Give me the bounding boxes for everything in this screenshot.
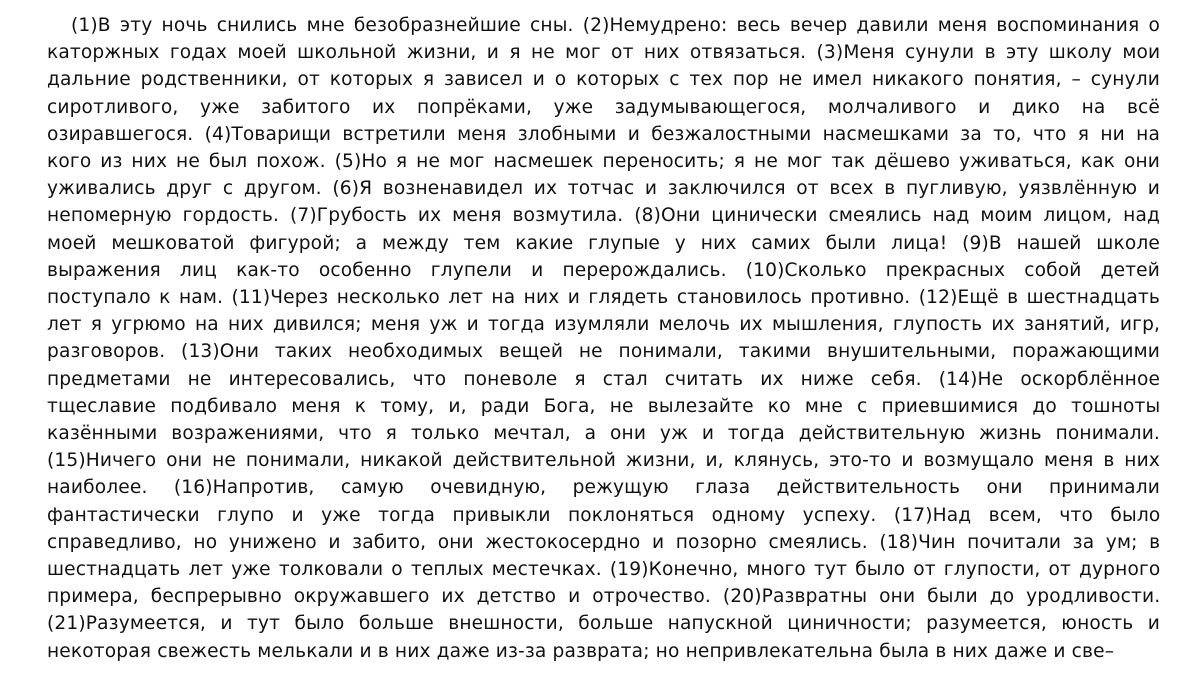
text-line-9: моей мешковатой фигурой; а между тем какие глупые у них самих были лица! (9)В нашей школе [47, 232, 1160, 254]
text-line-14: предметами не интересовались, что поневоле я стал считать их ниже себя. (14)Не оскорблённое [47, 368, 1161, 390]
text-line-17: (15)Ничего они не понимали, никакой действительной жизни, и, клянусь, это-то и возмущало меня в них [47, 450, 1160, 472]
text-line-19: фантастически глупо и уже тогда привыкли поклоняться одному успеху. (17)Над всем, что было [47, 504, 1161, 526]
text-line-4: сиротливого, уже забитого их попрёками, уже задумывающегося, молчаливого и дико на всё [47, 96, 1161, 118]
text-line-18: наиболее. (16)Напротив, самую очевидную, режущую глаза действительность они принимали [47, 477, 1160, 499]
text-line-21: шестнадцать лет уже толковали о теплых местечках. (19)Конечно, много тут было от глупости, от дурного [47, 559, 1161, 581]
body-text [47, 12, 1160, 665]
text-line-7: уживались друг с другом. (6)Я возненавидел их тотчас и заключился от всех в пугливую, уязвлённую и [47, 178, 1160, 200]
text-line-16: казёнными возражениями, что я только мечтал, а они уж и тогда действительную жизнь понимали. [47, 423, 1160, 445]
text-line-1: (1)В эту ночь снились мне безобразнейшие сны. (2)Немудрено: весь вечер давили меня воспоминания о [71, 15, 1160, 36]
text-line-8: непомерную гордость. (7)Грубость их меня возмутила. (8)Они цинически смеялись над моим лицом, над [47, 205, 1160, 227]
text-line-6: кого из них не был похож. (5)Но я не мог насмешек переносить; я не мог так дёшево уживаться, как они [47, 151, 1161, 173]
text-line-2: каторжных годах моей школьной жизни, и я не мог от них отвязаться. (3)Меня сунули в эту школу мои [47, 42, 1161, 64]
text-line-22: примера, беспрерывно окружавшего их детство и отрочество. (20)Развратны они были до уродливости. [47, 586, 1161, 608]
text-line-15: тщеславие подбивало меня к тому, и, ради Бога, не вылезайте ко мне с приевшимися до тошноты [47, 395, 1161, 417]
text-line-10: выражения лиц как-то особенно глупели и перерождались. (10)Сколько прекрасных собой детей [47, 259, 1160, 281]
text-line-20: справедливо, но унижено и забито, они жестокосердно и позорно смеялись. (18)Чин почитали за ум; в [47, 531, 1161, 553]
text-line-24: некоторая свежесть мелькали и в них даже из-за разврата; но непривлекательна была в них даже и све– [47, 640, 1115, 662]
text-line-23: (21)Разумеется, и тут было больше внешности, больше напускной циничности; разумеется, юность и [47, 613, 1160, 635]
text-line-3: дальние родственники, от которых я зависел и о которых с тех пор не имел никакого понятия, – сунули [47, 69, 1160, 91]
text-line-12: лет я угрюмо на них дивился; меня уж и тогда изумляли мелочь их мышления, глупость их занятий, игр, [47, 314, 1161, 336]
text-line-5: озиравшегося. (4)Товарищи встретили меня злобными и безжалостными насмешками за то, что я ни на [47, 123, 1160, 145]
text-line-13: разговоров. (13)Они таких необходимых вещей не понимали, такими внушительными, поражающими [47, 341, 1160, 363]
text-line-11: поступало к нам. (11)Через несколько лет на них и глядеть становилось противно. (12)Ещё в шестнадцать [47, 287, 1161, 309]
